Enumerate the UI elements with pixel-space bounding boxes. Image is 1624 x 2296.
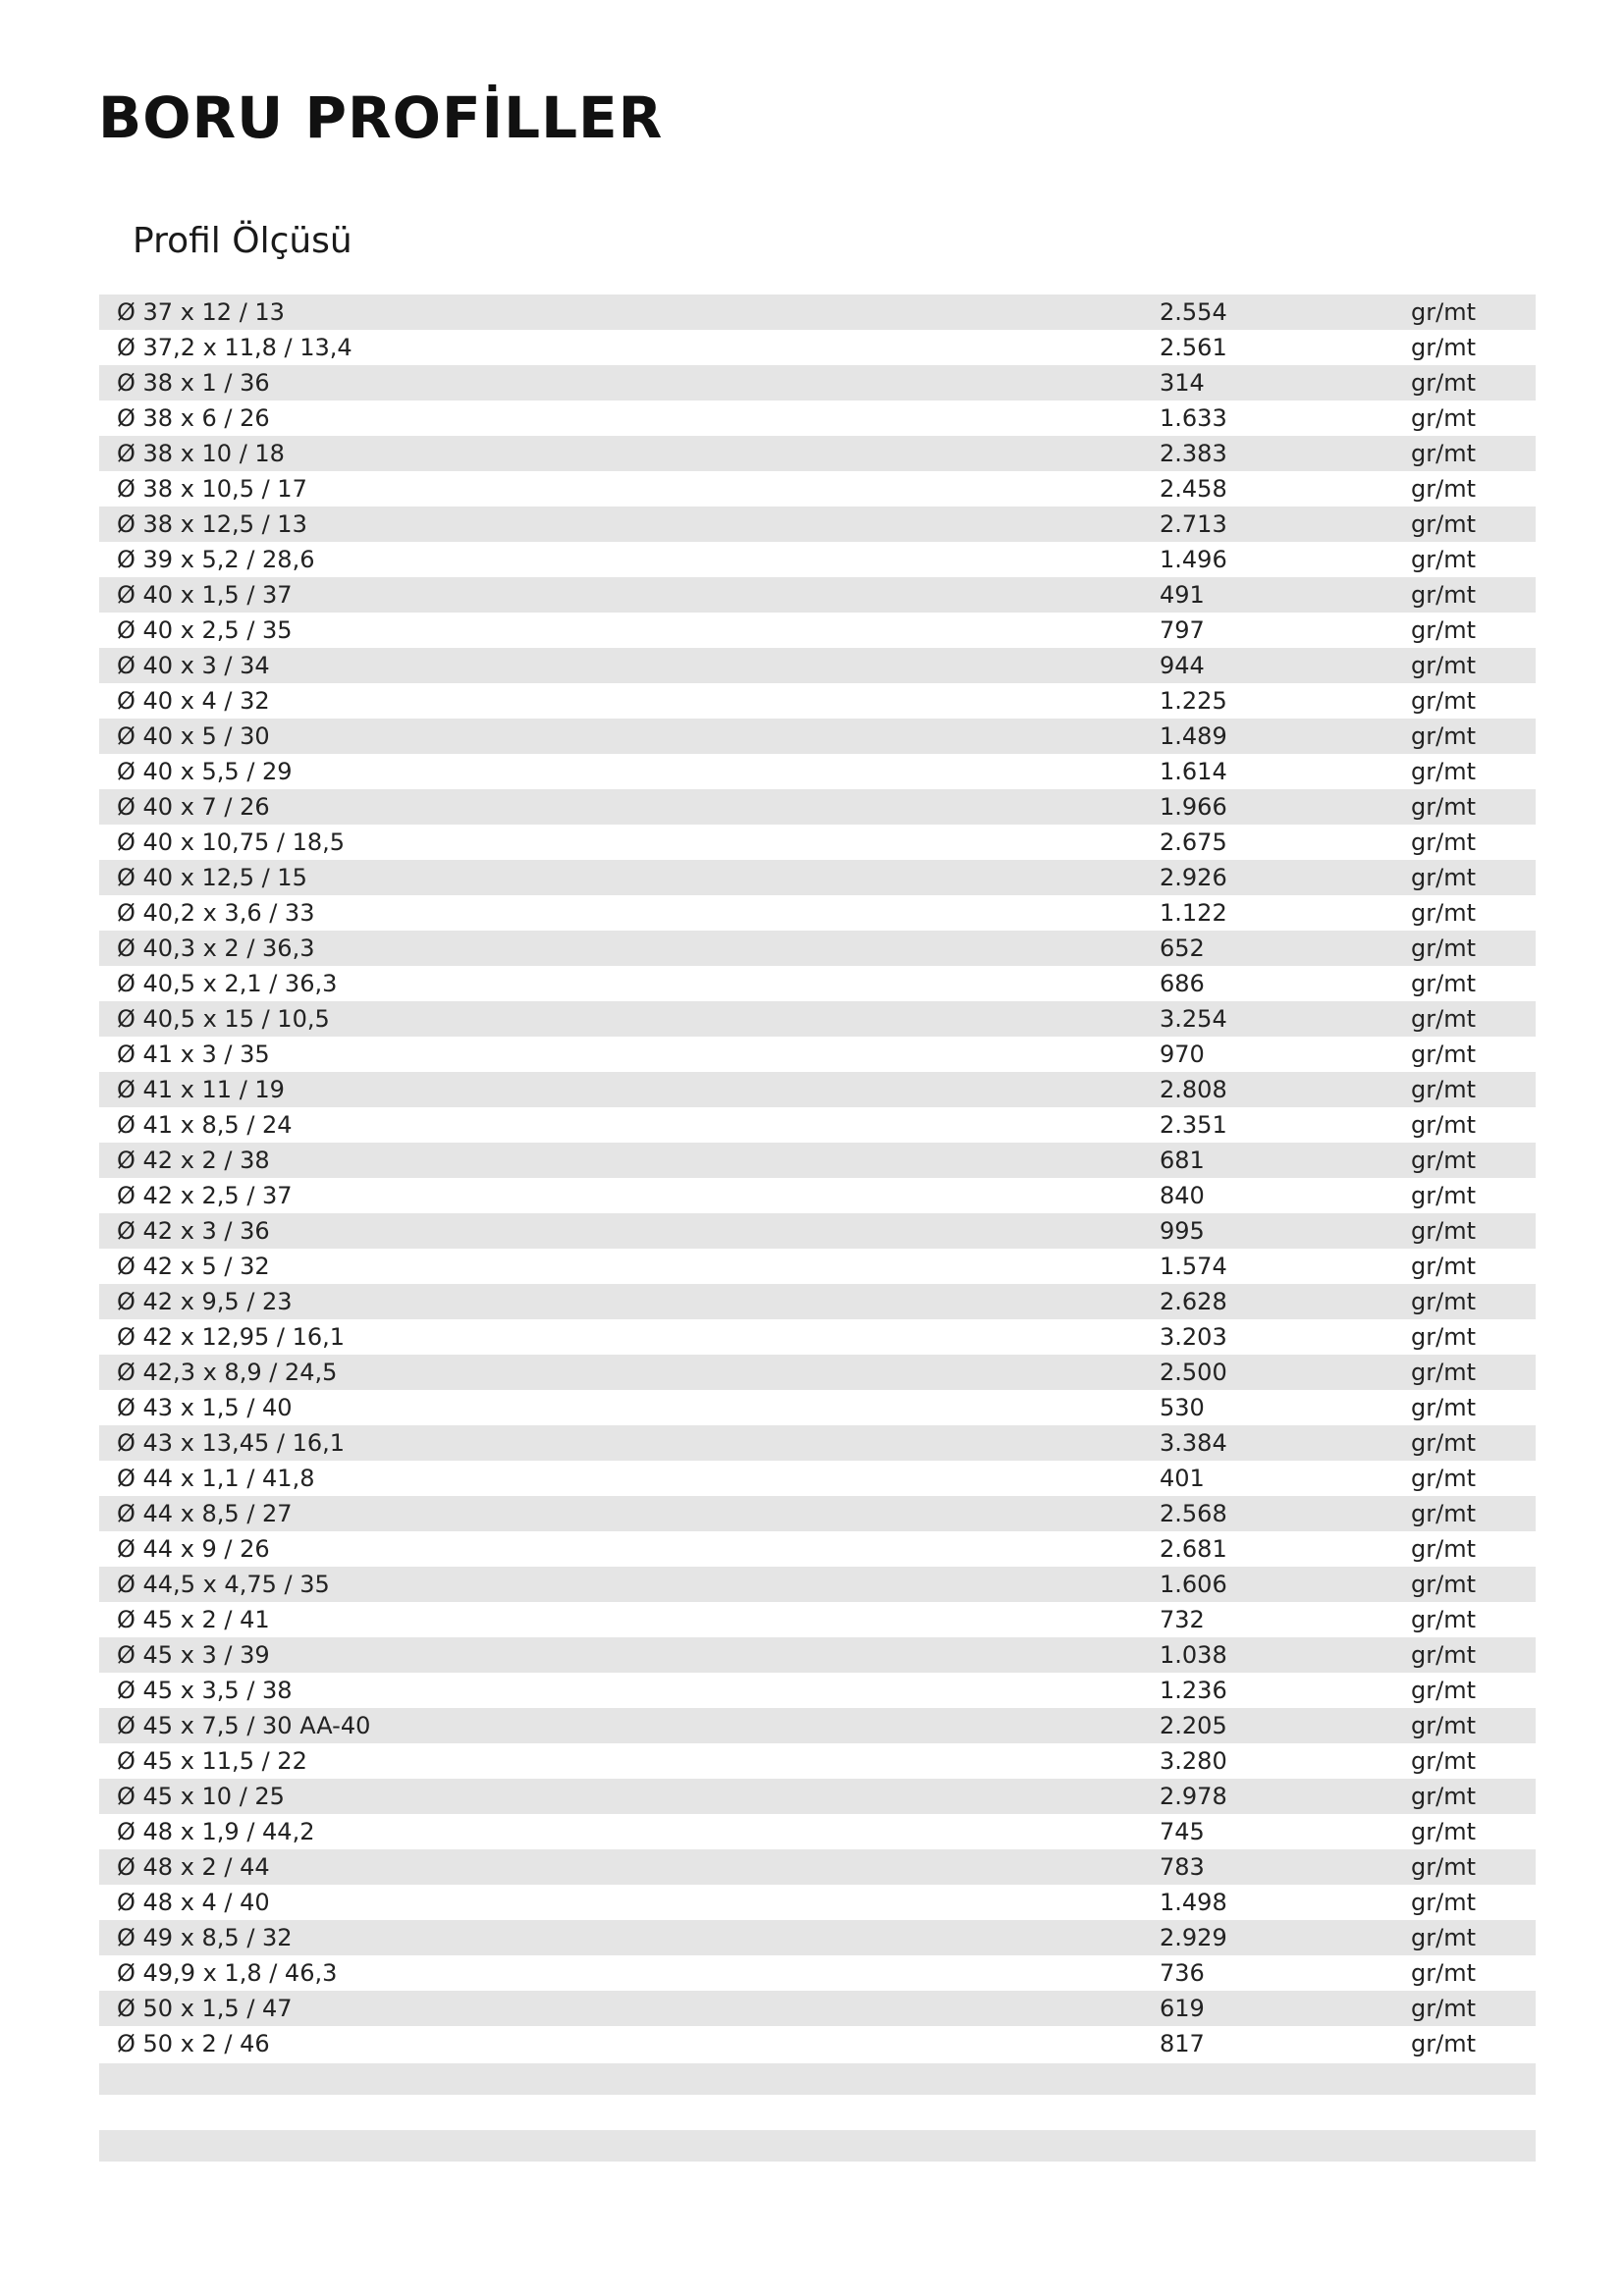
profile-size-cell: Ø 42 x 5 / 32 <box>117 1253 270 1280</box>
profile-size-cell: Ø 49,9 x 1,8 / 46,3 <box>117 1959 338 1987</box>
profile-size-cell: Ø 45 x 3,5 / 38 <box>117 1677 293 1704</box>
unit-cell: gr/mt <box>1411 1394 1476 1421</box>
unit-cell: gr/mt <box>1411 758 1476 785</box>
weight-cell: 530 <box>1160 1394 1205 1421</box>
unit-cell: gr/mt <box>1411 1041 1476 1068</box>
unit-cell: gr/mt <box>1411 581 1476 609</box>
unit-cell: gr/mt <box>1411 1323 1476 1351</box>
unit-cell: gr/mt <box>1411 1005 1476 1033</box>
unit-cell: gr/mt <box>1411 1076 1476 1103</box>
page-title: BORU PROFİLLER <box>98 84 664 151</box>
unit-cell: gr/mt <box>1411 298 1476 326</box>
profile-size-cell: Ø 50 x 1,5 / 47 <box>117 1995 293 2022</box>
empty-stripe-row <box>99 2063 1536 2095</box>
table-row <box>99 754 1536 789</box>
profile-size-cell: Ø 42 x 2,5 / 37 <box>117 1182 293 1209</box>
profile-size-cell: Ø 38 x 10,5 / 17 <box>117 475 307 503</box>
profile-table <box>99 294 1536 2061</box>
weight-cell: 681 <box>1160 1147 1205 1174</box>
unit-cell: gr/mt <box>1411 1217 1476 1245</box>
profile-size-cell: Ø 40,5 x 15 / 10,5 <box>117 1005 330 1033</box>
unit-cell: gr/mt <box>1411 440 1476 467</box>
unit-cell: gr/mt <box>1411 2030 1476 2057</box>
unit-cell: gr/mt <box>1411 334 1476 361</box>
table-row <box>99 1567 1536 1602</box>
profile-size-cell: Ø 44,5 x 4,75 / 35 <box>117 1571 330 1598</box>
unit-cell: gr/mt <box>1411 899 1476 927</box>
table-row <box>99 542 1536 577</box>
table-row <box>99 471 1536 507</box>
table-row <box>99 825 1536 860</box>
weight-cell: 745 <box>1160 1818 1205 1845</box>
table-row <box>99 1991 1536 2026</box>
profile-size-cell: Ø 48 x 4 / 40 <box>117 1889 270 1916</box>
profile-size-cell: Ø 39 x 5,2 / 28,6 <box>117 546 315 573</box>
profile-size-cell: Ø 44 x 1,1 / 41,8 <box>117 1465 315 1492</box>
profile-size-cell: Ø 38 x 12,5 / 13 <box>117 510 307 538</box>
profile-size-cell: Ø 48 x 1,9 / 44,2 <box>117 1818 315 1845</box>
weight-cell: 2.383 <box>1160 440 1227 467</box>
table-row <box>99 1708 1536 1743</box>
weight-cell: 2.681 <box>1160 1535 1227 1563</box>
weight-cell: 1.496 <box>1160 546 1227 573</box>
weight-cell: 3.254 <box>1160 1005 1227 1033</box>
profile-size-cell: Ø 40 x 7 / 26 <box>117 793 270 821</box>
profile-size-cell: Ø 50 x 2 / 46 <box>117 2030 270 2057</box>
profile-size-cell: Ø 45 x 11,5 / 22 <box>117 1747 307 1775</box>
unit-cell: gr/mt <box>1411 1889 1476 1916</box>
weight-cell: 1.614 <box>1160 758 1227 785</box>
profile-size-cell: Ø 40,3 x 2 / 36,3 <box>117 934 315 962</box>
weight-cell: 2.713 <box>1160 510 1227 538</box>
table-row <box>99 1319 1536 1355</box>
table-row <box>99 683 1536 719</box>
unit-cell: gr/mt <box>1411 404 1476 432</box>
weight-cell: 1.606 <box>1160 1571 1227 1598</box>
weight-cell: 1.225 <box>1160 687 1227 715</box>
table-row <box>99 1001 1536 1037</box>
unit-cell: gr/mt <box>1411 1924 1476 1951</box>
weight-cell: 736 <box>1160 1959 1205 1987</box>
table-row <box>99 1178 1536 1213</box>
table-row <box>99 1814 1536 1849</box>
profile-size-cell: Ø 38 x 10 / 18 <box>117 440 285 467</box>
unit-cell: gr/mt <box>1411 722 1476 750</box>
profile-size-cell: Ø 45 x 10 / 25 <box>117 1783 285 1810</box>
profile-size-cell: Ø 45 x 7,5 / 30 AA-40 <box>117 1712 371 1739</box>
table-row <box>99 1143 1536 1178</box>
unit-cell: gr/mt <box>1411 1253 1476 1280</box>
unit-cell: gr/mt <box>1411 828 1476 856</box>
unit-cell: gr/mt <box>1411 1465 1476 1492</box>
table-row <box>99 895 1536 931</box>
unit-cell: gr/mt <box>1411 1677 1476 1704</box>
weight-cell: 995 <box>1160 1217 1205 1245</box>
profile-size-cell: Ø 42 x 12,95 / 16,1 <box>117 1323 346 1351</box>
unit-cell: gr/mt <box>1411 1429 1476 1457</box>
unit-cell: gr/mt <box>1411 687 1476 715</box>
weight-cell: 944 <box>1160 652 1205 679</box>
profile-size-cell: Ø 40 x 12,5 / 15 <box>117 864 307 891</box>
profile-size-cell: Ø 42 x 2 / 38 <box>117 1147 270 1174</box>
profile-size-cell: Ø 42 x 3 / 36 <box>117 1217 270 1245</box>
table-row <box>99 613 1536 648</box>
unit-cell: gr/mt <box>1411 970 1476 997</box>
weight-cell: 970 <box>1160 1041 1205 1068</box>
table-row <box>99 577 1536 613</box>
profile-size-cell: Ø 45 x 3 / 39 <box>117 1641 270 1669</box>
table-row <box>99 1779 1536 1814</box>
profile-size-cell: Ø 40 x 5 / 30 <box>117 722 270 750</box>
unit-cell: gr/mt <box>1411 1182 1476 1209</box>
weight-cell: 2.978 <box>1160 1783 1227 1810</box>
unit-cell: gr/mt <box>1411 1535 1476 1563</box>
unit-cell: gr/mt <box>1411 1500 1476 1527</box>
weight-cell: 1.966 <box>1160 793 1227 821</box>
empty-stripe-row <box>99 2130 1536 2162</box>
unit-cell: gr/mt <box>1411 510 1476 538</box>
profile-size-cell: Ø 43 x 1,5 / 40 <box>117 1394 293 1421</box>
table-row <box>99 1673 1536 1708</box>
weight-cell: 840 <box>1160 1182 1205 1209</box>
table-row <box>99 648 1536 683</box>
table-row <box>99 1284 1536 1319</box>
weight-cell: 3.384 <box>1160 1429 1227 1457</box>
table-row <box>99 1531 1536 1567</box>
unit-cell: gr/mt <box>1411 793 1476 821</box>
profile-size-cell: Ø 41 x 11 / 19 <box>117 1076 285 1103</box>
weight-cell: 2.205 <box>1160 1712 1227 1739</box>
weight-cell: 2.458 <box>1160 475 1227 503</box>
weight-cell: 314 <box>1160 369 1205 397</box>
profile-size-cell: Ø 40 x 1,5 / 37 <box>117 581 293 609</box>
profile-size-cell: Ø 44 x 8,5 / 27 <box>117 1500 293 1527</box>
unit-cell: gr/mt <box>1411 1712 1476 1739</box>
weight-cell: 2.351 <box>1160 1111 1227 1139</box>
unit-cell: gr/mt <box>1411 616 1476 644</box>
weight-cell: 2.500 <box>1160 1359 1227 1386</box>
table-row <box>99 365 1536 400</box>
table-row <box>99 400 1536 436</box>
table-row <box>99 1355 1536 1390</box>
weight-cell: 401 <box>1160 1465 1205 1492</box>
weight-cell: 2.929 <box>1160 1924 1227 1951</box>
profile-size-cell: Ø 41 x 8,5 / 24 <box>117 1111 293 1139</box>
table-row <box>99 1249 1536 1284</box>
table-row <box>99 1849 1536 1885</box>
profile-size-cell: Ø 45 x 2 / 41 <box>117 1606 270 1633</box>
weight-cell: 817 <box>1160 2030 1205 2057</box>
table-row <box>99 507 1536 542</box>
weight-cell: 732 <box>1160 1606 1205 1633</box>
profile-size-cell: Ø 49 x 8,5 / 32 <box>117 1924 293 1951</box>
table-row <box>99 330 1536 365</box>
unit-cell: gr/mt <box>1411 475 1476 503</box>
weight-cell: 652 <box>1160 934 1205 962</box>
profile-size-cell: Ø 38 x 1 / 36 <box>117 369 270 397</box>
table-row <box>99 1743 1536 1779</box>
table-row <box>99 860 1536 895</box>
table-row <box>99 1602 1536 1637</box>
profile-size-cell: Ø 40,2 x 3,6 / 33 <box>117 899 315 927</box>
weight-cell: 2.554 <box>1160 298 1227 326</box>
weight-cell: 619 <box>1160 1995 1205 2022</box>
table-row <box>99 436 1536 471</box>
table-row <box>99 1496 1536 1531</box>
unit-cell: gr/mt <box>1411 934 1476 962</box>
unit-cell: gr/mt <box>1411 652 1476 679</box>
profile-size-cell: Ø 42 x 9,5 / 23 <box>117 1288 293 1315</box>
table-row <box>99 1637 1536 1673</box>
table-row <box>99 1461 1536 1496</box>
weight-cell: 1.236 <box>1160 1677 1227 1704</box>
unit-cell: gr/mt <box>1411 1359 1476 1386</box>
unit-cell: gr/mt <box>1411 864 1476 891</box>
table-row <box>99 294 1536 330</box>
weight-cell: 797 <box>1160 616 1205 644</box>
unit-cell: gr/mt <box>1411 1641 1476 1669</box>
column-header-profile-size: Profil Ölçüsü <box>133 221 352 261</box>
weight-cell: 2.808 <box>1160 1076 1227 1103</box>
weight-cell: 1.122 <box>1160 899 1227 927</box>
unit-cell: gr/mt <box>1411 1818 1476 1845</box>
profile-size-cell: Ø 41 x 3 / 35 <box>117 1041 270 1068</box>
unit-cell: gr/mt <box>1411 1288 1476 1315</box>
weight-cell: 1.038 <box>1160 1641 1227 1669</box>
unit-cell: gr/mt <box>1411 546 1476 573</box>
table-row <box>99 789 1536 825</box>
table-row <box>99 1107 1536 1143</box>
unit-cell: gr/mt <box>1411 1606 1476 1633</box>
table-row <box>99 1037 1536 1072</box>
profile-size-cell: Ø 40 x 3 / 34 <box>117 652 270 679</box>
table-row <box>99 2026 1536 2061</box>
weight-cell: 1.633 <box>1160 404 1227 432</box>
table-row <box>99 1955 1536 1991</box>
table-row <box>99 719 1536 754</box>
unit-cell: gr/mt <box>1411 1111 1476 1139</box>
unit-cell: gr/mt <box>1411 369 1476 397</box>
unit-cell: gr/mt <box>1411 1995 1476 2022</box>
unit-cell: gr/mt <box>1411 1783 1476 1810</box>
weight-cell: 3.203 <box>1160 1323 1227 1351</box>
profile-size-cell: Ø 40 x 4 / 32 <box>117 687 270 715</box>
profile-size-cell: Ø 37 x 12 / 13 <box>117 298 285 326</box>
table-row <box>99 1072 1536 1107</box>
unit-cell: gr/mt <box>1411 1571 1476 1598</box>
weight-cell: 783 <box>1160 1853 1205 1881</box>
table-row <box>99 1885 1536 1920</box>
profile-size-cell: Ø 40 x 10,75 / 18,5 <box>117 828 346 856</box>
table-row <box>99 1390 1536 1425</box>
table-row <box>99 931 1536 966</box>
unit-cell: gr/mt <box>1411 1959 1476 1987</box>
profile-size-cell: Ø 40 x 5,5 / 29 <box>117 758 293 785</box>
weight-cell: 2.561 <box>1160 334 1227 361</box>
profile-size-cell: Ø 48 x 2 / 44 <box>117 1853 270 1881</box>
profile-size-cell: Ø 37,2 x 11,8 / 13,4 <box>117 334 352 361</box>
table-row <box>99 1425 1536 1461</box>
weight-cell: 686 <box>1160 970 1205 997</box>
unit-cell: gr/mt <box>1411 1147 1476 1174</box>
weight-cell: 2.926 <box>1160 864 1227 891</box>
profile-size-cell: Ø 38 x 6 / 26 <box>117 404 270 432</box>
unit-cell: gr/mt <box>1411 1853 1476 1881</box>
profile-size-cell: Ø 40,5 x 2,1 / 36,3 <box>117 970 338 997</box>
weight-cell: 491 <box>1160 581 1205 609</box>
weight-cell: 3.280 <box>1160 1747 1227 1775</box>
weight-cell: 2.675 <box>1160 828 1227 856</box>
profile-size-cell: Ø 42,3 x 8,9 / 24,5 <box>117 1359 338 1386</box>
weight-cell: 1.498 <box>1160 1889 1227 1916</box>
profile-size-cell: Ø 40 x 2,5 / 35 <box>117 616 293 644</box>
profile-size-cell: Ø 43 x 13,45 / 16,1 <box>117 1429 346 1457</box>
weight-cell: 2.628 <box>1160 1288 1227 1315</box>
weight-cell: 2.568 <box>1160 1500 1227 1527</box>
profile-size-cell: Ø 44 x 9 / 26 <box>117 1535 270 1563</box>
table-row <box>99 966 1536 1001</box>
weight-cell: 1.574 <box>1160 1253 1227 1280</box>
unit-cell: gr/mt <box>1411 1747 1476 1775</box>
weight-cell: 1.489 <box>1160 722 1227 750</box>
table-row <box>99 1920 1536 1955</box>
table-row <box>99 1213 1536 1249</box>
